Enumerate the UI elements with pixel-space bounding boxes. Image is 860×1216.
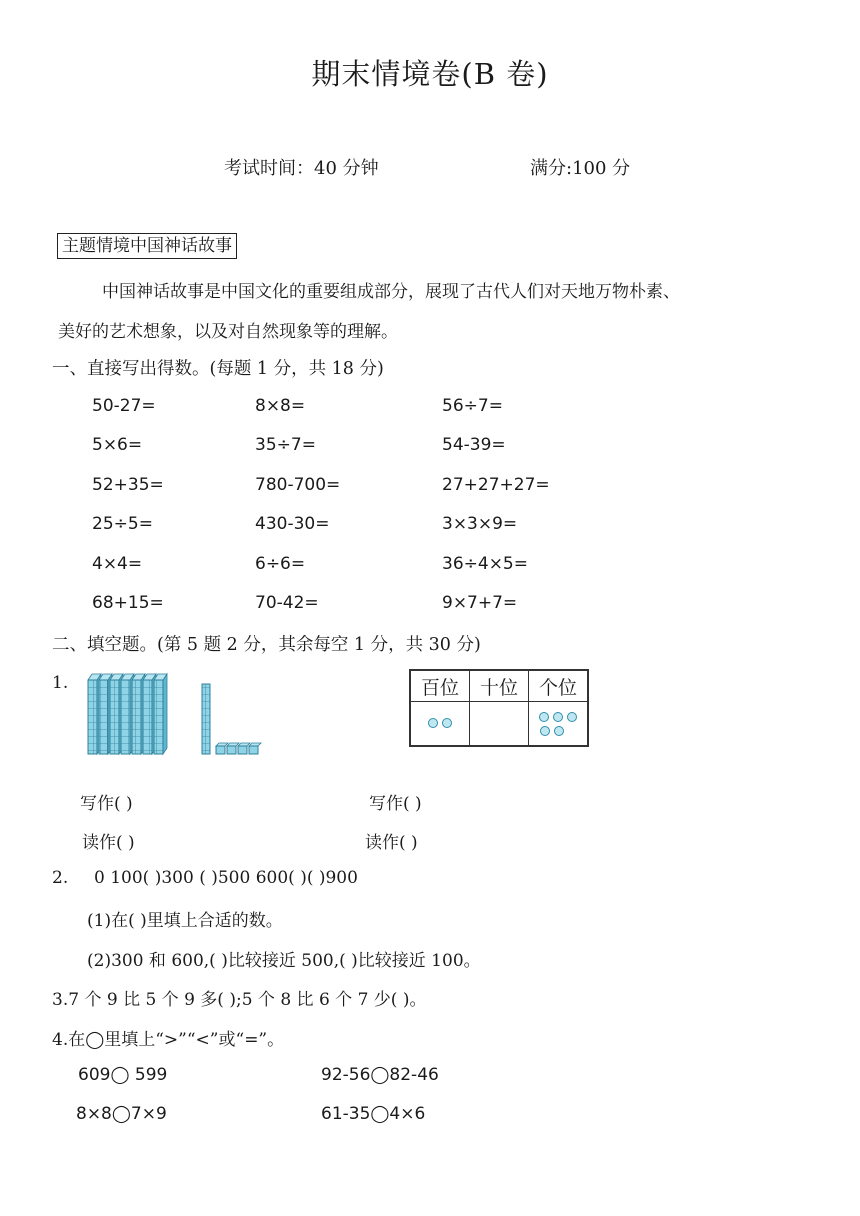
compare-item[interactable]: 8×8◯7×9 [76,1104,167,1124]
bead [428,718,438,728]
calc-item: 70-42= [255,593,319,613]
calc-item: 780-700= [255,475,341,495]
intro-line-1: 中国神话故事是中国文化的重要组成部分，展现了古代人们对天地万物朴素、 [102,282,680,302]
intro-line-2: 美好的艺术想象，以及对自然现象等的理解。 [58,322,398,342]
number-sequence[interactable]: 0 100( )300 ( )500 600( )( )900 [94,868,358,888]
calc-item: 430-30= [255,514,330,534]
compare-item[interactable]: 92-56◯82-46 [321,1065,439,1085]
hundred-flat [110,680,119,754]
theme-label: 主题情境中国神话故事 [57,233,237,259]
bead [540,726,550,736]
question-2-sub-1[interactable]: (1)在( )里填上合适的数。 [87,911,283,931]
place-value-table [409,669,589,747]
bead [539,712,549,722]
calc-item: 3×3×9= [442,514,518,534]
unit-cube [249,746,258,754]
hundred-flat-side [163,674,167,754]
bead [554,726,564,736]
bead [442,718,452,728]
calc-item: 27+27+27= [442,475,550,495]
calc-item: 6÷6= [255,554,306,574]
question-2-sub-2[interactable]: (2)300 和 600,( )比较接近 500,( )比较接近 100。 [87,951,481,971]
hundreds-header: 百位 [410,670,470,702]
bead [553,712,563,722]
ten-rod [202,684,210,754]
read-left-blank[interactable]: 读作( ) [82,833,135,853]
ones-header: 个位 [529,670,589,702]
compare-item[interactable]: 609◯ 599 [78,1065,168,1085]
exam-time: 考试时间：40 分钟 [224,158,379,179]
calc-item: 52+35= [92,475,164,495]
bead [567,712,577,722]
calc-item: 54-39= [442,435,506,455]
question-4-prompt: 4.在◯里填上“>”“<”或“=”。 [52,1030,285,1050]
unit-cube [227,746,236,754]
unit-cube [238,746,247,754]
calc-item: 9×7+7= [442,593,518,613]
hundred-flat [99,680,108,754]
unit-cubes [216,743,261,754]
ten-rod [202,684,210,754]
calc-item: 68+15= [92,593,164,613]
intro-paragraph [58,272,818,352]
calc-item: 25÷5= [92,514,153,534]
section-1-heading: 一、直接写出得数。(每题 1 分，共 18 分) [52,359,384,379]
write-right-blank[interactable]: 写作( ) [369,794,422,814]
hundred-flat [88,680,97,754]
read-right-blank[interactable]: 读作( ) [365,833,418,853]
tens-header: 十位 [470,670,529,702]
tens-cell [470,702,529,747]
calc-item: 4×4= [92,554,143,574]
full-score: 满分:100 分 [530,158,631,179]
hundred-flats [88,674,167,754]
base-ten-blocks-illustration [86,666,270,758]
hundred-flat [121,680,130,754]
hundred-flat [143,680,152,754]
page-title: 期末情境卷(B 卷) [311,57,549,91]
question-1-number: 1. [52,673,69,693]
write-left-blank[interactable]: 写作( ) [80,794,133,814]
question-2-number: 2. [52,868,69,888]
hundreds-cell [410,702,470,747]
calc-item: 5×6= [92,435,143,455]
calc-item: 56÷7= [442,396,503,416]
section-2-heading: 二、填空题。(第 5 题 2 分，其余每空 1 分，共 30 分) [52,635,481,655]
calc-item: 50-27= [92,396,156,416]
hundred-flat [132,680,141,754]
compare-item[interactable]: 61-35◯4×6 [321,1104,426,1124]
question-3[interactable]: 3.7 个 9 比 5 个 9 多( );5 个 8 比 6 个 7 少( )。 [52,990,427,1010]
ones-cell [529,702,589,747]
calc-item: 8×8= [255,396,306,416]
unit-cube [216,746,225,754]
calc-item: 36÷4×5= [442,554,528,574]
calc-item: 35÷7= [255,435,316,455]
hundred-flat [154,680,163,754]
